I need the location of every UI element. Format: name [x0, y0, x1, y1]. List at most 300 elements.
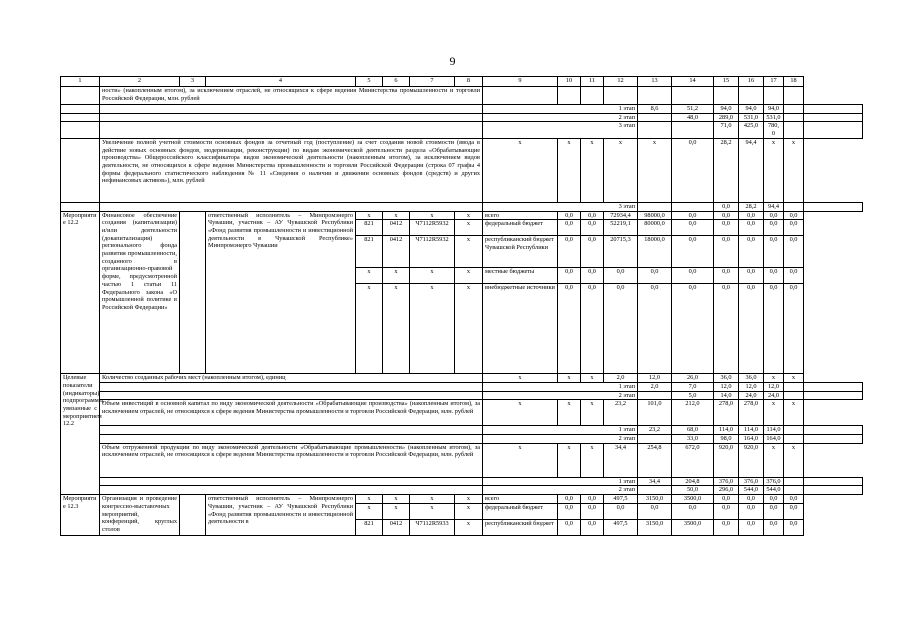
- empty-cell: [784, 486, 804, 495]
- budget-code: x: [410, 495, 455, 504]
- budget-code: x: [356, 268, 383, 284]
- funding-value: 0,0: [672, 268, 714, 284]
- target-row: [61, 400, 863, 426]
- budget-code: 0412: [383, 220, 410, 236]
- empty-cell: [784, 105, 804, 114]
- column-number: 3: [180, 77, 206, 87]
- column-number: 18: [784, 77, 804, 87]
- stage-label: 2 этап: [483, 486, 638, 495]
- column-number: 9: [483, 77, 558, 87]
- funding-value: 0,0: [784, 220, 804, 236]
- funding-source: федеральный бюджет: [483, 220, 558, 236]
- funding-value: 3150,0: [638, 495, 672, 504]
- funding-value: 497,5: [604, 495, 638, 504]
- empty-cell: [804, 105, 863, 114]
- budget-code: x: [383, 503, 410, 519]
- empty-cell: [558, 87, 581, 105]
- stage-value: 28,2: [739, 202, 764, 211]
- funding-value: 0,0: [714, 220, 739, 236]
- stage-value: [672, 122, 714, 138]
- column-number: 15: [714, 77, 739, 87]
- column-number: 6: [383, 77, 410, 87]
- funding-value: 0,0: [784, 495, 804, 504]
- funding-value: 0,0: [739, 503, 764, 519]
- empty-cell: [672, 87, 714, 105]
- stage-label: 1 этап: [483, 426, 638, 435]
- stage-value: 531,0: [764, 113, 784, 122]
- empty-cell: [100, 391, 483, 400]
- target-row: [61, 374, 863, 383]
- budget-code: 821: [356, 220, 383, 236]
- funding-value: 0,0: [714, 211, 739, 220]
- column-number: 17: [764, 77, 784, 87]
- funding-value: 3500,0: [672, 519, 714, 535]
- stage-value: 94,0: [714, 105, 739, 114]
- measure-label: Мероприятие 12.3: [61, 495, 100, 536]
- stage-value: 780, 0: [764, 122, 784, 138]
- empty-cell: [604, 87, 638, 105]
- stage-row: [61, 122, 863, 138]
- target-value: x: [581, 400, 604, 426]
- measure-label: Мероприятие 12.2: [61, 211, 100, 374]
- empty-cell: [804, 477, 863, 486]
- stage-value: 12,0: [764, 382, 784, 391]
- funding-value: 72934,4: [604, 211, 638, 220]
- budget-code: 0412: [383, 236, 410, 268]
- budget-code: x: [356, 211, 383, 220]
- stage-label: 1 этап: [483, 382, 638, 391]
- funding-source: республиканский бюджет Чувашской Республики: [483, 236, 558, 268]
- empty-cell: [61, 138, 100, 202]
- empty-cell: [784, 435, 804, 444]
- budget-code: x: [383, 284, 410, 374]
- indicator-row: [61, 138, 863, 202]
- stage-row: [61, 105, 863, 114]
- target-text: Объем инвестиций в основной капитал по виду экономической деятельности «Обрабатывающие производства» (накопленным итогом), за исключением отраслей, не относящихся к сфере ведения Министерства промышленности и торговли Российской Федерации, млн. рублей: [100, 400, 483, 426]
- stage-value: 23,2: [638, 426, 672, 435]
- stage-value: 531,0: [739, 113, 764, 122]
- stage-row: [61, 202, 863, 211]
- empty-cell: [61, 105, 100, 114]
- stage-value: 544,0: [739, 486, 764, 495]
- funding-value: 0,0: [764, 236, 784, 268]
- target-value: x: [764, 443, 784, 477]
- target-text: Количество созданных рабочих мест (накопленным итогом), единиц: [100, 374, 483, 383]
- stage-value: [638, 486, 672, 495]
- funding-value: 0,0: [714, 519, 739, 535]
- stage-label: 2 этап: [483, 391, 638, 400]
- funding-value: 0,0: [784, 236, 804, 268]
- funding-value: 0,0: [739, 268, 764, 284]
- stage-value: 289,0: [714, 113, 739, 122]
- stage-value: 51,2: [672, 105, 714, 114]
- budget-code: x: [410, 284, 455, 374]
- stage-value: 114,0: [739, 426, 764, 435]
- stage-value: 204,8: [672, 477, 714, 486]
- target-value: 920,0: [714, 443, 739, 477]
- column-number: 13: [638, 77, 672, 87]
- stage-value: 68,0: [672, 426, 714, 435]
- empty-cell: [100, 486, 483, 495]
- target-value: x: [764, 400, 784, 426]
- stage-value: 94,0: [739, 105, 764, 114]
- stage-value: 8,6: [638, 105, 672, 114]
- funding-value: 0,0: [558, 519, 581, 535]
- funding-value: 0,0: [672, 503, 714, 519]
- funding-value: 0,0: [764, 519, 784, 535]
- budget-code: 821: [356, 519, 383, 535]
- stage-value: 544,0: [764, 486, 784, 495]
- funding-value: 0,0: [739, 236, 764, 268]
- funding-value: 0,0: [739, 220, 764, 236]
- budget-code: x: [455, 284, 483, 374]
- funding-value: 0,0: [672, 211, 714, 220]
- funding-value: 0,0: [764, 495, 784, 504]
- empty-cell: [764, 87, 784, 105]
- stage-value: 24,0: [764, 391, 784, 400]
- target-value: 254,8: [638, 443, 672, 477]
- empty-cell: [180, 495, 206, 536]
- empty-cell: [483, 87, 558, 105]
- stage-label: 1 этап: [483, 477, 638, 486]
- funding-value: 0,0: [558, 268, 581, 284]
- indicator-value: x: [483, 138, 558, 202]
- budget-code: x: [356, 495, 383, 504]
- funding-value: 0,0: [764, 211, 784, 220]
- target-value: 36,0: [714, 374, 739, 383]
- funding-value: 0,0: [739, 519, 764, 535]
- funding-value: 0,0: [581, 220, 604, 236]
- funding-value: 0,0: [581, 503, 604, 519]
- funding-value: 0,0: [638, 268, 672, 284]
- funding-value: 0,0: [581, 268, 604, 284]
- funding-source: федеральный бюджет: [483, 503, 558, 519]
- indicator-value: 28,2: [714, 138, 739, 202]
- target-value: 36,0: [739, 374, 764, 383]
- stage-value: [638, 391, 672, 400]
- stage-value: 34,4: [638, 477, 672, 486]
- empty-cell: [100, 382, 483, 391]
- empty-cell: [714, 87, 739, 105]
- stage-value: 94,4: [764, 202, 784, 211]
- empty-cell: [784, 113, 804, 122]
- stage-value: 12,0: [739, 382, 764, 391]
- target-value: x: [581, 443, 604, 477]
- empty-cell: [100, 113, 483, 122]
- budget-code: x: [455, 211, 483, 220]
- executor: ответственный исполнитель – Минпромэнерго Чувашии, участник – АУ Чувашской Республики «Фонд развития промышленности и инвестиционной деятельности в Чувашской Республике» Минпромэнерго Чувашии: [206, 211, 356, 374]
- target-value: 278,0: [714, 400, 739, 426]
- funding-value: 0,0: [638, 503, 672, 519]
- funding-value: 0,0: [714, 268, 739, 284]
- empty-cell: [100, 122, 483, 138]
- funding-value: 0,0: [581, 519, 604, 535]
- target-value: x: [764, 374, 784, 383]
- column-number-row: [61, 77, 863, 87]
- empty-cell: [581, 87, 604, 105]
- empty-cell: [784, 477, 804, 486]
- target-value: x: [483, 400, 558, 426]
- funding-value: 0,0: [558, 236, 581, 268]
- funding-value: 0,0: [558, 211, 581, 220]
- indicator-value: x: [604, 138, 638, 202]
- funding-value: 0,0: [739, 495, 764, 504]
- funding-value: 0,0: [672, 220, 714, 236]
- column-number: 1: [61, 77, 100, 87]
- funding-value: 0,0: [604, 268, 638, 284]
- stage-label: 3 этап: [483, 202, 638, 211]
- empty-cell: [100, 105, 483, 114]
- budget-code: x: [383, 495, 410, 504]
- indicator-value: x: [764, 138, 784, 202]
- stage-value: 0,0: [714, 202, 739, 211]
- budget-code: x: [410, 503, 455, 519]
- funding-source: местные бюджеты: [483, 268, 558, 284]
- column-number: 10: [558, 77, 581, 87]
- funding-source: всего: [483, 211, 558, 220]
- stage-value: 50,0: [672, 486, 714, 495]
- empty-cell: [804, 382, 863, 391]
- target-value: 12,0: [638, 374, 672, 383]
- budget-code: x: [383, 268, 410, 284]
- target-value: 26,0: [672, 374, 714, 383]
- funding-value: 0,0: [714, 503, 739, 519]
- stage-value: 48,0: [672, 113, 714, 122]
- funding-value: 0,0: [739, 211, 764, 220]
- empty-cell: [804, 122, 863, 138]
- target-value: 672,0: [672, 443, 714, 477]
- stage-value: 33,0: [672, 435, 714, 444]
- empty-cell: [784, 122, 804, 138]
- page-number: 9: [449, 54, 456, 68]
- funding-value: 497,5: [604, 519, 638, 535]
- column-number: 7: [410, 77, 455, 87]
- budget-code: x: [383, 211, 410, 220]
- stage-value: 71,0: [714, 122, 739, 138]
- funding-value: 0,0: [784, 268, 804, 284]
- empty-cell: [100, 202, 483, 211]
- empty-cell: [61, 122, 100, 138]
- empty-cell: [804, 113, 863, 122]
- funding-value: 0,0: [581, 211, 604, 220]
- stage-row: [61, 382, 863, 391]
- target-value: 23,2: [604, 400, 638, 426]
- funding-value: 0,0: [581, 495, 604, 504]
- stage-row: [61, 435, 863, 444]
- target-text: Объем отгруженной продукции по виду экономической деятельности «Обрабатывающие промышленности» (накопленным итогом), за исключением отраслей, не относящихся к сфере ведения Министерства промышленности и торговли Российской Федерации, млн. рублей: [100, 443, 483, 477]
- target-value: 920,0: [739, 443, 764, 477]
- empty-cell: [804, 391, 863, 400]
- funding-value: 98000,0: [638, 211, 672, 220]
- stage-value: 376,0: [764, 477, 784, 486]
- column-number: 8: [455, 77, 483, 87]
- column-number: 4: [206, 77, 356, 87]
- stage-row: [61, 486, 863, 495]
- empty-cell: [784, 426, 804, 435]
- funding-value: 0,0: [714, 236, 739, 268]
- target-value: 2,0: [604, 374, 638, 383]
- stage-value: [638, 113, 672, 122]
- budget-code: x: [455, 220, 483, 236]
- funding-value: 3500,0: [672, 495, 714, 504]
- stage-value: [638, 435, 672, 444]
- target-value: 101,0: [638, 400, 672, 426]
- stage-value: [638, 202, 672, 211]
- stage-row: [61, 426, 863, 435]
- column-number: 2: [100, 77, 180, 87]
- stage-value: [638, 122, 672, 138]
- empty-cell: [739, 87, 764, 105]
- budget-code: x: [455, 503, 483, 519]
- funding-value: 0,0: [784, 503, 804, 519]
- empty-cell: [784, 87, 804, 105]
- indicator-value: 94,4: [739, 138, 764, 202]
- indicator-row: [61, 87, 863, 105]
- empty-cell: [100, 435, 483, 444]
- funding-value: 0,0: [764, 220, 784, 236]
- funding-value: 0,0: [784, 284, 804, 374]
- stage-value: 94,0: [764, 105, 784, 114]
- funding-value: 80000,0: [638, 220, 672, 236]
- funding-value: 0,0: [558, 503, 581, 519]
- target-value: x: [483, 374, 558, 383]
- stage-value: 12,0: [714, 382, 739, 391]
- stage-label: 1 этап: [483, 105, 638, 114]
- stage-value: 114,0: [764, 426, 784, 435]
- budget-code: x: [455, 268, 483, 284]
- indicator-text: Увеличение полной учетной стоимости основных фондов за отчетный год (поступление) за счет создания новой стоимости (ввода в действие новых основных фондов, модернизации, реконструкции) по видам экономической деятельности раздела «Обрабатывающие производства» Общероссийского классификатора видов экономической деятельности (накопленным итогом), за исключением видов деятельности, не относящихся к сфере ведения Министерства промышленности и торговли Российской Федерации (строка 07 графы 4 формы федерального статистического наблюдения № 11 «Сведения о наличии и движении основных фондов (средств) и других нефинансовых активов»), млн. рублей: [100, 138, 483, 202]
- column-number: 16: [739, 77, 764, 87]
- stage-value: [672, 202, 714, 211]
- funding-value: 0,0: [672, 284, 714, 374]
- empty-cell: [61, 202, 100, 211]
- funding-value: 0,0: [784, 519, 804, 535]
- empty-cell: [61, 87, 100, 105]
- empty-cell: [61, 113, 100, 122]
- stage-value: 2,0: [638, 382, 672, 391]
- target-value: 34,4: [604, 443, 638, 477]
- indicator-value: x: [638, 138, 672, 202]
- measure-description: Организация и проведение конгрессно-выставочных мероприятий, конференций, круглых столов: [100, 495, 180, 536]
- target-value: x: [784, 374, 804, 383]
- target-value: x: [558, 374, 581, 383]
- funding-value: 0,0: [604, 503, 638, 519]
- funding-value: 0,0: [581, 236, 604, 268]
- funding-source: всего: [483, 495, 558, 504]
- indicator-value: x: [784, 138, 804, 202]
- budget-code: Ч7112R5932: [410, 220, 455, 236]
- funding-value: 0,0: [558, 220, 581, 236]
- column-number: 5: [356, 77, 383, 87]
- budget-code: x: [455, 495, 483, 504]
- empty-cell: [784, 382, 804, 391]
- funding-value: 0,0: [764, 284, 784, 374]
- funding-value: 52219,1: [604, 220, 638, 236]
- empty-cell: [804, 435, 863, 444]
- funding-value: 0,0: [739, 284, 764, 374]
- stage-label: 3 этап: [483, 122, 638, 138]
- target-value: x: [581, 374, 604, 383]
- indicator-value: x: [558, 138, 581, 202]
- empty-cell: [180, 211, 206, 374]
- budget-code: Ч7112R5933: [410, 519, 455, 535]
- empty-cell: [638, 87, 672, 105]
- budget-code: x: [356, 503, 383, 519]
- stage-value: 14,0: [714, 391, 739, 400]
- empty-cell: [804, 202, 863, 211]
- target-row: [61, 443, 863, 477]
- budget-code: x: [455, 519, 483, 535]
- funding-source: внебюджетные источники: [483, 284, 558, 374]
- funding-value: 0,0: [764, 503, 784, 519]
- budget-code: x: [356, 284, 383, 374]
- funding-value: 0,0: [604, 284, 638, 374]
- measure-row: [61, 211, 863, 220]
- stage-label: 2 этап: [483, 435, 638, 444]
- stage-label: 2 этап: [483, 113, 638, 122]
- stage-value: 376,0: [739, 477, 764, 486]
- indicator-text: ности» (накопленным итогом), за исключением отраслей, не относящихся к сфере ведения Министерства промышленности и торговли Российской Федерации, млн. рублей: [100, 87, 483, 105]
- stage-row: [61, 477, 863, 486]
- budget-code: x: [410, 268, 455, 284]
- budget-code: x: [455, 236, 483, 268]
- program-table: [60, 76, 863, 536]
- funding-value: 0,0: [558, 495, 581, 504]
- measure-description: Финансовое обеспечение создания (капитализации) и/или деятельности (докапитализация) регионального фонда развития промышленности, созданного в организационно-правовой форме, предусмотренной частью 1 статьи 11 Федерального закона «О промышленной политике в Российской Федерации»: [100, 211, 180, 374]
- funding-value: 0,0: [784, 211, 804, 220]
- target-value: x: [558, 400, 581, 426]
- column-number: 14: [672, 77, 714, 87]
- funding-value: 20715,3: [604, 236, 638, 268]
- measure-row: [61, 495, 863, 504]
- budget-code: 0412: [383, 519, 410, 535]
- executor: ответственный исполнитель – Минпромэнерго Чувашии, участник – АУ Чувашской Республики «Фонд развития промышленности и инвестиционной деятельности в: [206, 495, 356, 536]
- column-number: 12: [604, 77, 638, 87]
- stage-value: 376,0: [714, 477, 739, 486]
- indicator-value: 0,0: [672, 138, 714, 202]
- empty-cell: [784, 391, 804, 400]
- empty-cell: [804, 486, 863, 495]
- empty-cell: [784, 202, 804, 211]
- target-value: x: [784, 400, 804, 426]
- stage-value: 114,0: [714, 426, 739, 435]
- stage-row: [61, 113, 863, 122]
- budget-code: 821: [356, 236, 383, 268]
- empty-cell: [100, 426, 483, 435]
- funding-source: республиканский бюджет: [483, 519, 558, 535]
- target-value: x: [784, 443, 804, 477]
- target-value: x: [483, 443, 558, 477]
- funding-value: 18000,0: [638, 236, 672, 268]
- column-number: 11: [581, 77, 604, 87]
- empty-cell: [100, 477, 483, 486]
- target-value: x: [558, 443, 581, 477]
- budget-code: x: [410, 211, 455, 220]
- funding-value: 3150,0: [638, 519, 672, 535]
- funding-value: 0,0: [672, 236, 714, 268]
- targets-label: Целевые показатели (индикаторы) подпрограммы, увязанные с мероприятием 12.2: [61, 374, 100, 495]
- stage-value: 7,0: [672, 382, 714, 391]
- target-value: 278,0: [739, 400, 764, 426]
- stage-value: 425,0: [739, 122, 764, 138]
- empty-cell: [804, 426, 863, 435]
- funding-value: 0,0: [581, 284, 604, 374]
- stage-value: 164,0: [739, 435, 764, 444]
- stage-value: 24,0: [739, 391, 764, 400]
- budget-code: Ч7112R5932: [410, 236, 455, 268]
- funding-value: 0,0: [714, 495, 739, 504]
- funding-value: 0,0: [638, 284, 672, 374]
